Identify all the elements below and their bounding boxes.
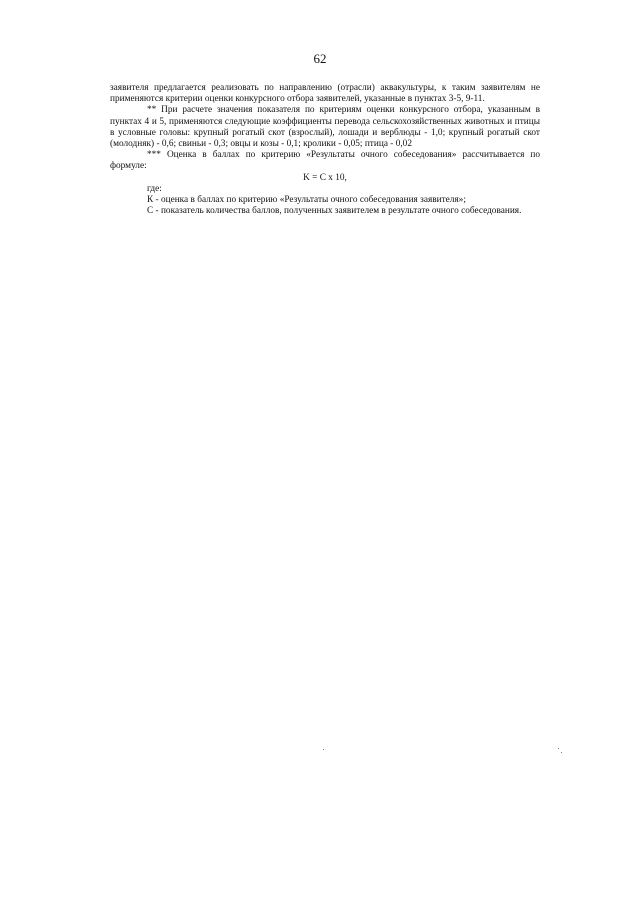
page-number: 62 (313, 51, 327, 66)
definition-c: С - показатель количества баллов, полученных заявителем в результате очного собеседования. (147, 206, 522, 217)
definition-k: К - оценка в баллах по критерию «Результаты очного собеседования заявителя»; (147, 195, 466, 206)
paragraph-interview-score: *** Оценка в баллах по критерию «Результаты очного собеседования» рассчитывается по формуле: (110, 150, 540, 172)
scan-speck (558, 748, 559, 749)
paragraph-aquaculture: заявителя предлагается реализовать по направлению (отрасли) аквакультуры, к таким заявителям не применяются критерии оценки конкурсного отбора заявителей, указанные в пунктах 3-5, 9-11. (110, 83, 540, 105)
scan-speck (561, 752, 562, 753)
document-body (110, 83, 540, 217)
formula: K = C x 10, (303, 172, 347, 183)
scan-speck (323, 749, 324, 750)
paragraph-coefficients: ** При расчете значения показателя по критериям оценки конкурсного отбора, указанным в пунктах 4 и 5, применяются следующие коэффициенты перевода сельскохозяйственных животных и птицы в условные головы: крупный рогатый скот (взрослый), лошади и верблюды - 1,0; крупный рогатый скот (молодняк) - 0,6; свиньи - 0,3; овцы и козы - 0,1; кролики - 0,05; птица - 0,02 (110, 105, 540, 150)
where-label: где: (147, 183, 162, 194)
